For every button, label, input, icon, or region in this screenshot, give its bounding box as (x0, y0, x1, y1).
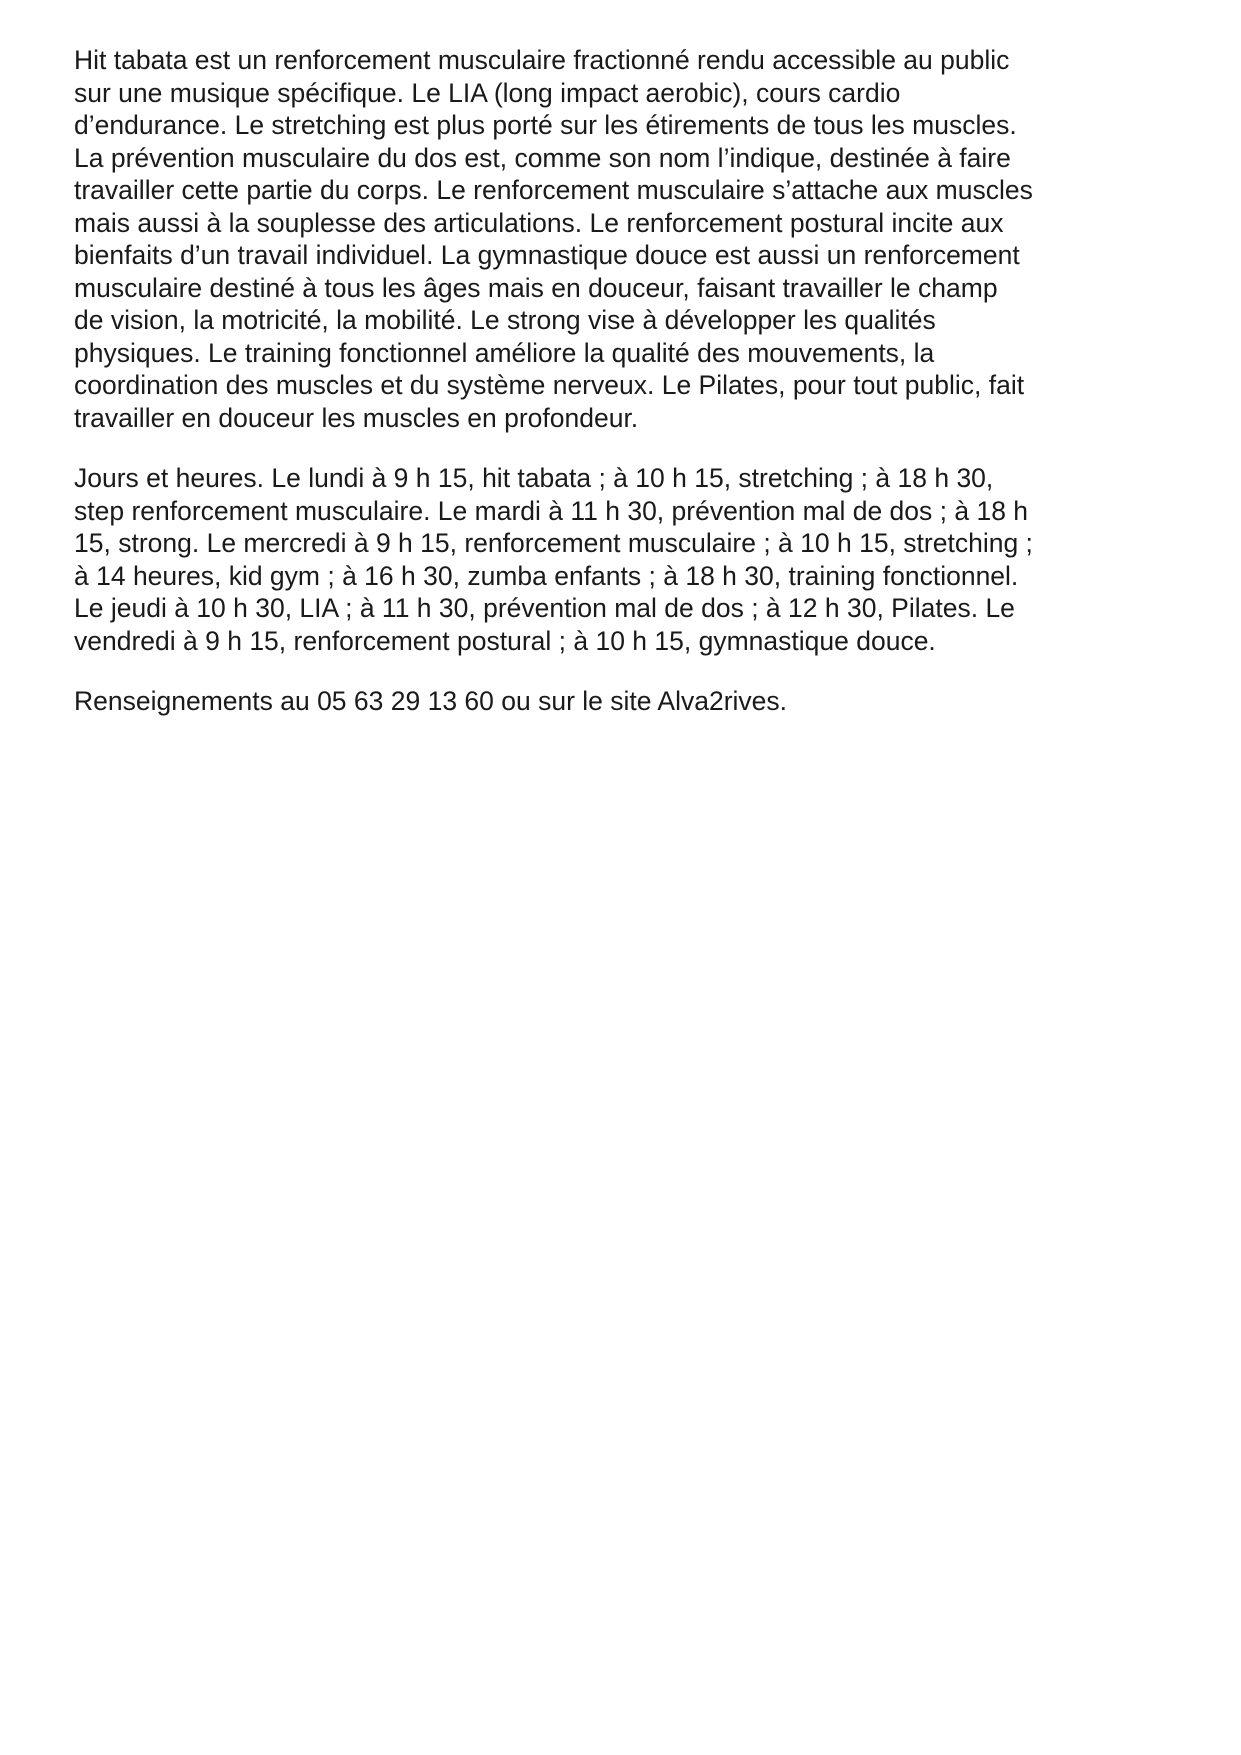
text-line: travailler cette partie du corps. Le renforcement musculaire s’attache aux muscles (74, 175, 1033, 205)
text-line: musculaire destiné à tous les âges mais en douceur, faisant travailler le champ (74, 272, 998, 303)
text-line: mais aussi à la souplesse des articulations. Le renforcement postural incite aux (74, 207, 1004, 238)
text-line: physiques. Le training fonctionnel améliore la qualité des mouvements, la (74, 337, 935, 368)
document-page (74, 44, 1124, 718)
text-line: d’endurance. Le stretching est plus porté sur les étirements de tous les muscles. (74, 110, 1017, 140)
text-line: sur une musique spécifique. Le LIA (long impact aerobic), cours cardio (74, 77, 901, 108)
text-line: de vision, la motricité, la mobilité. Le strong vise à développer les qualités (74, 305, 936, 335)
paragraph-contact-info (74, 685, 1124, 718)
text-line: Jours et heures. Le lundi à 9 h 15, hit tabata ; à 10 h 15, stretching ; à 18 h 30, (74, 463, 994, 493)
paragraph-course-descriptions (74, 44, 1124, 434)
text-line: vendredi à 9 h 15, renforcement postural ; à 10 h 15, gymnastique douce. (74, 625, 936, 656)
text-line: 15, strong. Le mercredi à 9 h 15, renforcement musculaire ; à 10 h 15, stretching ; (74, 528, 1033, 558)
paragraph-schedule (74, 462, 1124, 657)
text-line: Hit tabata est un renforcement musculaire fractionné rendu accessible au public (74, 45, 1010, 75)
text-line: à 14 heures, kid gym ; à 16 h 30, zumba enfants ; à 18 h 30, training fonctionnel. (74, 560, 1019, 591)
text-line: step renforcement musculaire. Le mardi à 11 h 30, prévention mal de dos ; à 18 h (74, 495, 1029, 526)
text-line: Le jeudi à 10 h 30, LIA ; à 11 h 30, prévention mal de dos ; à 12 h 30, Pilates. Le (74, 593, 1015, 623)
text-line: bienfaits d’un travail individuel. La gymnastique douce est aussi un renforcement (74, 240, 1020, 270)
text-line: La prévention musculaire du dos est, comme son nom l’indique, destinée à faire (74, 142, 1011, 173)
text-line: travailler en douceur les muscles en profondeur. (74, 402, 639, 433)
text-line: Renseignements au 05 63 29 13 60 ou sur le site Alva2rives. (74, 686, 788, 716)
text-line: coordination des muscles et du système nerveux. Le Pilates, pour tout public, fait (74, 370, 1025, 400)
